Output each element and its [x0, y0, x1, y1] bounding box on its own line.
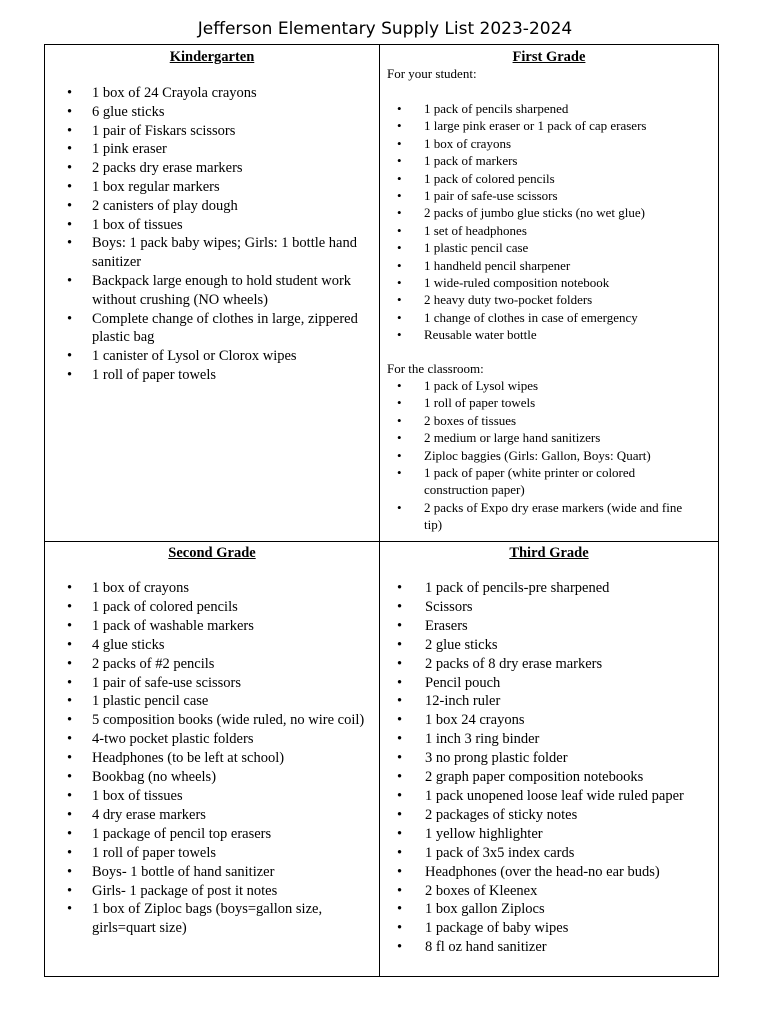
- bullet-icon: •: [67, 844, 73, 861]
- bullet-icon: •: [397, 580, 403, 596]
- item-text: 1 box 24 crayons: [425, 712, 525, 729]
- list-item: [397, 499, 697, 534]
- item-text: 2 boxes of tissues: [424, 412, 517, 428]
- item-text: 1 plastic pencil case: [92, 693, 209, 710]
- item-text: 1 pack of colored pencils: [92, 598, 238, 615]
- list-item: [67, 863, 379, 882]
- item-text: 1 pack of washable markers: [92, 617, 254, 634]
- item-text: 1 box of tissues: [92, 216, 183, 233]
- bullet-icon: •: [397, 153, 402, 169]
- item-text: Headphones (to be left at school): [92, 750, 285, 767]
- bullet-icon: •: [67, 806, 73, 823]
- list-item: [67, 579, 379, 598]
- list-item: [67, 598, 379, 617]
- item-text: Complete change of clothes in large, zippered plastic bag: [92, 310, 358, 346]
- list-item: [397, 768, 715, 787]
- item-text: Boys- 1 bottle of hand sanitizer: [92, 863, 275, 880]
- bullet-icon: •: [67, 598, 73, 615]
- list-item: [397, 863, 715, 882]
- list-item: [397, 170, 697, 187]
- bullet-icon: •: [397, 712, 403, 729]
- item-text: 1 pack unopened loose leaf wide ruled paper: [425, 787, 684, 804]
- list-item: [397, 919, 715, 938]
- list-item: [397, 135, 697, 152]
- list-item: [397, 938, 715, 957]
- bullet-icon: •: [67, 787, 73, 804]
- bullet-icon: •: [397, 731, 403, 748]
- bullet-icon: •: [67, 216, 73, 233]
- list-item: [397, 204, 697, 221]
- bullet-icon: •: [397, 882, 403, 899]
- list-item: [67, 617, 379, 636]
- list-item: [397, 257, 697, 274]
- bullet-icon: •: [397, 499, 402, 515]
- list-item: [397, 806, 715, 825]
- bullet-icon: •: [397, 750, 403, 767]
- list-item: [67, 711, 379, 730]
- item-text: 2 graph paper composition notebooks: [425, 769, 644, 786]
- item-text: 1 large pink eraser or 1 pack of cap erasers: [424, 118, 647, 134]
- list-item: [67, 197, 372, 216]
- item-text: 1 pack of pencils sharpened: [424, 101, 569, 116]
- list-item: [397, 412, 697, 429]
- item-text: Headphones (over the head-no ear buds): [425, 863, 660, 880]
- item-text: 1 box of tissues: [92, 787, 183, 804]
- item-text: 1 change of clothes in case of emergency: [424, 309, 638, 325]
- item-text: 5 composition books (wide ruled, no wire coil): [92, 712, 365, 729]
- item-text: 6 glue sticks: [92, 103, 165, 120]
- item-text: 1 pack of pencils-pre sharpened: [425, 580, 610, 596]
- bullet-icon: •: [397, 257, 402, 273]
- bullet-icon: •: [397, 378, 402, 393]
- bullet-icon: •: [397, 617, 403, 634]
- bullet-icon: •: [67, 674, 73, 691]
- list-item: [67, 272, 372, 310]
- list-item: [67, 825, 379, 844]
- list-item: [397, 377, 697, 394]
- list-item: [67, 900, 379, 938]
- bullet-icon: •: [397, 395, 402, 411]
- supply-grid: [44, 44, 719, 977]
- list-item: [67, 310, 372, 348]
- list-item: [397, 429, 697, 446]
- item-text: 1 pair of Fiskars scissors: [92, 122, 236, 139]
- item-text: 1 pack of paper (white printer or colored construction paper): [424, 465, 636, 498]
- bullet-icon: •: [397, 636, 403, 653]
- bullet-icon: •: [397, 655, 403, 672]
- item-text: Pencil pouch: [425, 674, 501, 691]
- item-text: Girls- 1 package of post it notes: [92, 882, 278, 899]
- bullet-icon: •: [397, 101, 402, 116]
- kindergarten-cell: [45, 45, 379, 541]
- item-text: 1 wide-ruled composition notebook: [424, 275, 610, 291]
- list-item: [397, 844, 715, 863]
- list-item: [67, 366, 372, 385]
- item-text: 1 roll of paper towels: [92, 844, 217, 861]
- second-grade-heading: Second Grade: [168, 545, 256, 561]
- list-item: [67, 636, 379, 655]
- bullet-icon: •: [67, 769, 73, 786]
- item-text: 1 pack of markers: [424, 153, 518, 169]
- item-text: 1 pack of colored pencils: [424, 170, 555, 186]
- first-grade-heading: First Grade: [512, 49, 586, 65]
- list-item: [397, 309, 697, 326]
- bullet-icon: •: [67, 235, 73, 252]
- list-item: [67, 787, 379, 806]
- list-item: [67, 178, 372, 197]
- bullet-icon: •: [67, 750, 73, 767]
- bullet-icon: •: [397, 430, 402, 446]
- list-item: [397, 749, 715, 768]
- item-text: 1 handheld pencil sharpener: [424, 257, 571, 273]
- list-item: [397, 222, 697, 239]
- item-text: 1 package of pencil top erasers: [92, 825, 272, 842]
- bullet-icon: •: [67, 178, 73, 195]
- item-text: 4-two pocket plastic folders: [92, 731, 254, 748]
- page-title: Jefferson Elementary Supply List 2023-2024: [197, 19, 573, 39]
- list-item: [397, 598, 715, 617]
- item-text: 2 medium or large hand sanitizers: [424, 430, 601, 446]
- bullet-icon: •: [397, 118, 402, 134]
- item-text: Reusable water bottle: [424, 327, 537, 343]
- bullet-icon: •: [67, 122, 73, 139]
- item-text: 1 box of crayons: [92, 580, 190, 596]
- item-text: 2 heavy duty two-pocket folders: [424, 292, 593, 308]
- list-item: [67, 749, 379, 768]
- bullet-icon: •: [67, 348, 73, 365]
- list-item: [67, 234, 372, 272]
- list-item: [397, 617, 715, 636]
- bullet-icon: •: [397, 769, 403, 786]
- list-item: [397, 394, 697, 411]
- item-text: 2 boxes of Kleenex: [425, 882, 538, 899]
- bullet-icon: •: [397, 170, 402, 186]
- bullet-icon: •: [397, 920, 403, 937]
- item-text: Ziploc baggies (Girls: Gallon, Boys: Quart): [424, 447, 651, 463]
- item-text: Boys: 1 pack baby wipes; Girls: 1 bottle hand sanitizer: [92, 235, 357, 271]
- list-item: [67, 882, 379, 901]
- bullet-icon: •: [67, 825, 73, 842]
- bullet-icon: •: [397, 863, 403, 880]
- third-grade-list: [397, 579, 715, 957]
- item-text: 1 inch 3 ring binder: [425, 731, 540, 748]
- item-text: 2 packs of #2 pencils: [92, 655, 215, 672]
- second-grade-cell: [45, 542, 379, 976]
- list-item: [67, 768, 379, 787]
- list-item: [397, 711, 715, 730]
- bullet-icon: •: [67, 103, 73, 120]
- first-grade-cell: [380, 45, 718, 541]
- bullet-icon: •: [397, 412, 402, 428]
- item-text: 3 no prong plastic folder: [425, 750, 568, 767]
- item-text: 2 glue sticks: [425, 636, 498, 653]
- bullet-icon: •: [397, 465, 402, 481]
- kindergarten-list: [67, 84, 372, 385]
- list-item: [67, 84, 372, 103]
- list-item: [67, 103, 372, 122]
- bullet-icon: •: [67, 731, 73, 748]
- bullet-icon: •: [67, 272, 73, 289]
- bullet-icon: •: [397, 806, 403, 823]
- bullet-icon: •: [67, 310, 73, 327]
- item-text: Backpack large enough to hold student work without crushing (NO wheels): [92, 272, 352, 308]
- bullet-icon: •: [67, 141, 73, 158]
- bullet-icon: •: [67, 197, 73, 214]
- list-item: [397, 464, 697, 499]
- bullet-icon: •: [397, 292, 402, 308]
- item-text: 8 fl oz hand sanitizer: [425, 939, 547, 956]
- item-text: 1 package of baby wipes: [425, 920, 569, 937]
- list-item: [397, 274, 697, 291]
- item-text: 2 canisters of play dough: [92, 197, 238, 214]
- bullet-icon: •: [67, 636, 73, 653]
- bullet-icon: •: [67, 882, 73, 899]
- item-text: 1 box of Ziploc bags (boys=gallon size, girls=quart size): [92, 901, 323, 937]
- list-item: [397, 692, 715, 711]
- list-item: [397, 447, 697, 464]
- list-item: [397, 900, 715, 919]
- item-text: 2 packs of jumbo glue sticks (no wet glue): [424, 205, 645, 221]
- bullet-icon: •: [397, 901, 403, 918]
- list-item: [397, 117, 697, 134]
- bullet-icon: •: [397, 240, 402, 256]
- item-text: 1 pair of safe-use scissors: [92, 674, 241, 691]
- bullet-icon: •: [67, 863, 73, 880]
- list-item: [67, 216, 372, 235]
- third-grade-heading: Third Grade: [509, 545, 589, 561]
- list-item: [67, 806, 379, 825]
- item-text: 1 plastic pencil case: [424, 240, 529, 256]
- bullet-icon: •: [397, 222, 402, 238]
- list-item: [397, 787, 715, 806]
- bullet-icon: •: [397, 844, 403, 861]
- bullet-icon: •: [67, 85, 73, 101]
- item-text: Erasers: [425, 617, 468, 634]
- item-text: Scissors: [425, 598, 473, 615]
- list-item: [397, 882, 715, 901]
- item-text: 1 pink eraser: [92, 141, 167, 158]
- list-item: [67, 692, 379, 711]
- item-text: 1 box of crayons: [424, 135, 512, 151]
- item-text: 2 packs of Expo dry erase markers (wide and fine tip): [424, 499, 683, 533]
- list-item: [397, 239, 697, 256]
- item-text: 1 canister of Lysol or Clorox wipes: [92, 348, 297, 365]
- bullet-icon: •: [397, 674, 403, 691]
- bullet-icon: •: [397, 188, 402, 204]
- item-text: 4 dry erase markers: [92, 806, 206, 823]
- item-text: 1 yellow highlighter: [425, 825, 543, 842]
- bullet-icon: •: [67, 617, 73, 634]
- list-item: [397, 152, 697, 169]
- item-text: 2 packages of sticky notes: [425, 806, 578, 823]
- bullet-icon: •: [67, 693, 73, 710]
- list-item: [67, 140, 372, 159]
- list-item: [397, 187, 697, 204]
- bullet-icon: •: [397, 939, 403, 956]
- bullet-icon: •: [67, 901, 73, 918]
- bullet-icon: •: [67, 160, 73, 177]
- list-item: [67, 844, 379, 863]
- list-item: [67, 655, 379, 674]
- bullet-icon: •: [397, 275, 402, 291]
- list-item: [397, 825, 715, 844]
- bullet-icon: •: [397, 447, 402, 463]
- item-text: 2 packs of 8 dry erase markers: [425, 655, 603, 672]
- bullet-icon: •: [67, 655, 73, 672]
- list-item: [397, 636, 715, 655]
- list-item: [397, 674, 715, 693]
- item-text: Bookbag (no wheels): [92, 769, 217, 786]
- classroom-intro: For the classroom:: [387, 361, 484, 376]
- list-item: [397, 291, 697, 308]
- third-grade-cell: [380, 542, 718, 976]
- item-text: 1 box of 24 Crayola crayons: [92, 85, 257, 101]
- list-item: [67, 730, 379, 749]
- bullet-icon: •: [397, 205, 402, 221]
- bullet-icon: •: [67, 580, 73, 596]
- bullet-icon: •: [67, 712, 73, 729]
- item-text: 12-inch ruler: [425, 693, 501, 710]
- item-text: 1 box regular markers: [92, 178, 220, 195]
- item-text: 1 pack of 3x5 index cards: [425, 844, 575, 861]
- bullet-icon: •: [397, 787, 403, 804]
- item-text: 1 set of headphones: [424, 222, 527, 238]
- bullet-icon: •: [397, 598, 403, 615]
- list-item: [67, 159, 372, 178]
- item-text: 1 roll of paper towels: [424, 395, 536, 411]
- bullet-icon: •: [397, 693, 403, 710]
- list-item: [397, 326, 697, 343]
- bullet-icon: •: [397, 825, 403, 842]
- bullet-icon: •: [397, 327, 402, 343]
- item-text: 2 packs dry erase markers: [92, 160, 243, 177]
- list-item: [397, 655, 715, 674]
- kindergarten-heading: Kindergarten: [169, 49, 255, 65]
- bullet-icon: •: [397, 309, 402, 325]
- item-text: 1 pack of Lysol wipes: [424, 378, 539, 393]
- list-item: [67, 674, 379, 693]
- list-item: [67, 347, 372, 366]
- student-intro: For your student:: [387, 66, 477, 81]
- first-grade-classroom-list: [397, 377, 697, 534]
- bullet-icon: •: [397, 135, 402, 151]
- item-text: 1 roll of paper towels: [92, 366, 217, 383]
- second-grade-list: [67, 579, 379, 938]
- list-item: [67, 122, 372, 141]
- item-text: 4 glue sticks: [92, 636, 165, 653]
- list-item: [397, 100, 697, 117]
- bullet-icon: •: [67, 366, 73, 383]
- item-text: 1 pair of safe-use scissors: [424, 188, 558, 204]
- first-grade-student-list: [397, 100, 697, 344]
- list-item: [397, 730, 715, 749]
- item-text: 1 box gallon Ziplocs: [425, 901, 545, 918]
- list-item: [397, 579, 715, 598]
